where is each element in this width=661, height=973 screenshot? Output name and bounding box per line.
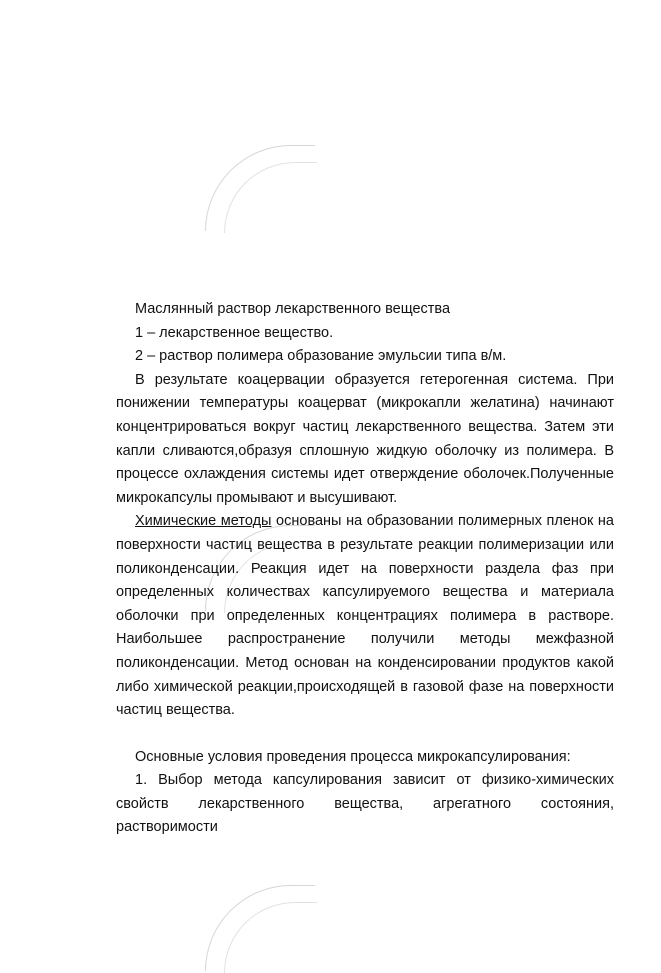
- chemical-methods-text: основаны на образовании полимерных пленок на поверхности частиц вещества в результате реакции полимеризации или поликонденсации. Реакция идет на поверхности раздела фаз при определенных количествах капсулируемого вещества и материала оболочки при определенных концентрациях полимера в растворе. Наибольшее распространение получили методы межфазной поликонденсации. Метод основан на конденсировании продуктов какой либо химической реакции,происходящей в газовой фазе на поверхности частиц вещества.: [116, 513, 614, 719]
- watermark-shape: [205, 885, 315, 971]
- chemical-methods-term: Химические методы: [135, 513, 272, 530]
- paragraph-legend-2: 2 – раствор полимера образование эмульсии типа в/м.: [135, 348, 507, 365]
- paragraph-chemical-methods: [116, 510, 614, 722]
- paragraph-legend-1: 1 – лекарственное вещество.: [135, 324, 334, 341]
- paragraph-condition-1: 1. Выбор метода капсулирования зависит от физико-химических свойств лекарственного вещества, агрегатного состояния, растворимости: [116, 772, 614, 836]
- document-body: [116, 298, 614, 840]
- paragraph-conditions-heading: Основные условия проведения процесса микрокапсулирования:: [135, 748, 571, 765]
- paragraph-coacervation: В результате коацервации образуется гетерогенная система. При понижении температуры коацерват (микрокапли желатина) начинают концентрироваться вокруг частиц лекарственного вещества. Затем эти капли сливаются,образуя сплошную жидкую оболочку из полимера. В процессе охлаждения системы идет отверждение оболочек.Полученные микрокапсулы промывают и высушивают.: [116, 371, 614, 506]
- paragraph-gap: [116, 723, 614, 746]
- watermark-shape: [205, 145, 315, 231]
- paragraph-caption: Маслянный раствор лекарственного вещества: [135, 301, 451, 317]
